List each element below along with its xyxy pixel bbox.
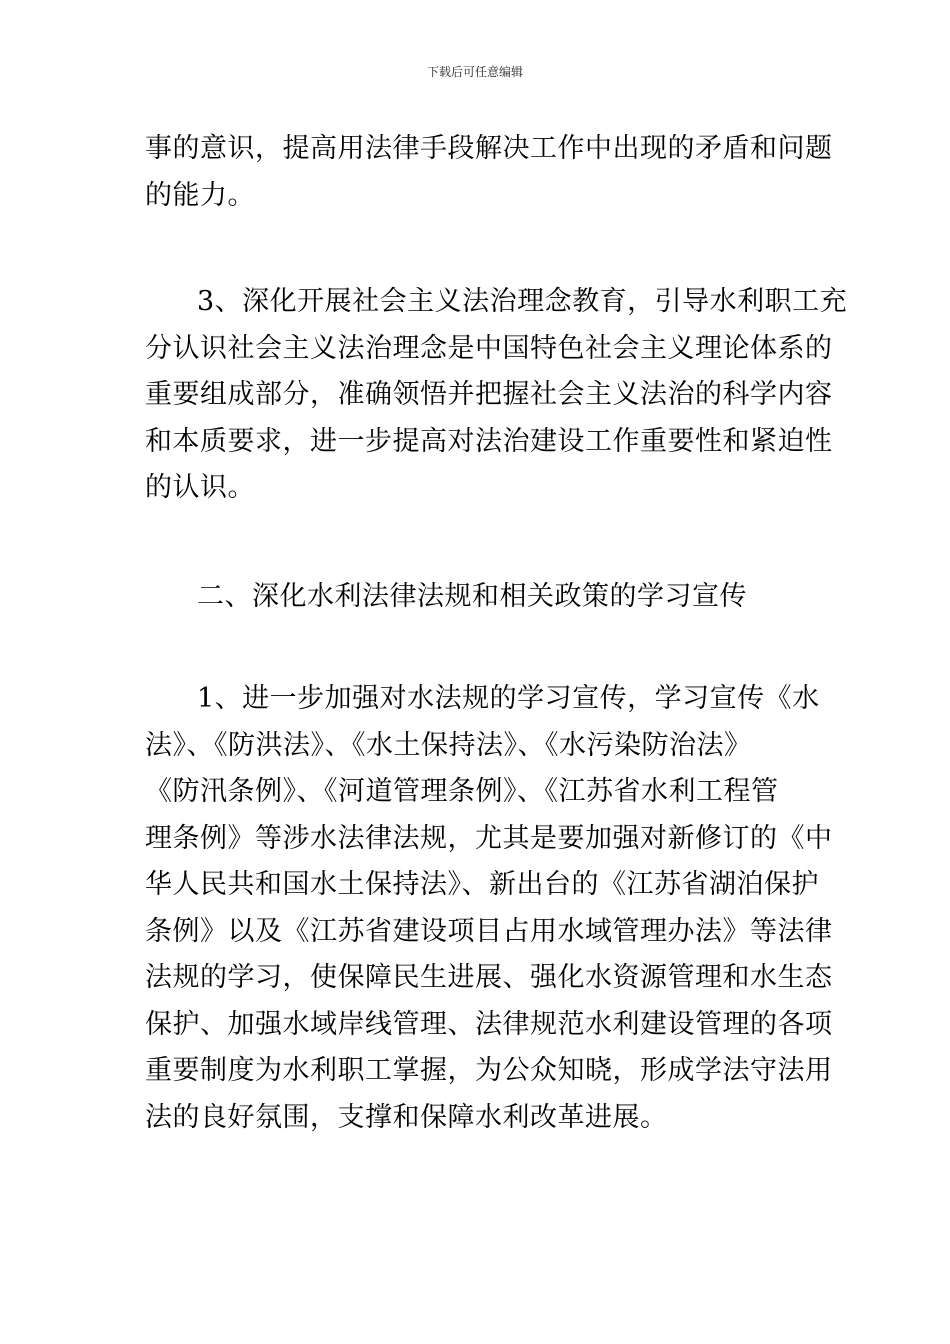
text-line: 重要制度为水利职工掌握，为公众知晓，形成学法守法用 [145,1055,833,1086]
text-line: 保护、加强水域岸线管理、法律规范水利建设管理的各项 [145,1008,833,1040]
paragraph-continuation [145,126,833,219]
text-line: 法规的学习，使保障民生进展、强化水资源管理和水生态 [145,962,833,993]
text-line: 事的意识，提高用法律手段解决工作中出现的矛盾和问题 [145,133,833,164]
text-line: 1、进一步加强对水法规的学习宣传，学习宣传《水 [197,683,820,714]
text-line: 法》、《防洪法》、《水土保持法》、《水污染防治法》 [145,729,752,761]
text-line: 和本质要求，进一步提高对法治建设工作重要性和紧迫性 [145,425,833,457]
text-line: 条例》以及《江苏省建设项目占用水域管理办法》等法律 [145,915,833,947]
text-line: 法的良好氛围，支撑和保障水利改革进展。 [145,1101,668,1133]
section-heading [145,574,810,621]
paragraph-item-3 [145,279,848,512]
text-line: 的能力。 [145,179,255,211]
text-line: 重要组成部分，准确领悟并把握社会主义法治的科学内容 [145,379,833,410]
text-line: 3、深化开展社会主义法治理念教育，引导水利职工充 [197,286,848,317]
text-line: 理条例》等涉水法律法规，尤其是要加强对新修订的《中 [145,822,833,854]
text-line: 华人民共和国水土保持法》、新出台的《江苏省湖泊保护 [145,869,819,900]
text-line: 分认识社会主义法治理念是中国特色社会主义理论体系的 [145,332,833,364]
page-header: 下载后可任意编辑 [426,65,523,79]
heading-text: 二、深化水利法律法规和相关政策的学习宣传 [197,581,747,612]
text-line: 《防汛条例》、《河道管理条例》、《江苏省水利工程管 [145,776,779,807]
paragraph-item-1 [145,676,833,1141]
text-line: 的认识。 [145,472,255,503]
